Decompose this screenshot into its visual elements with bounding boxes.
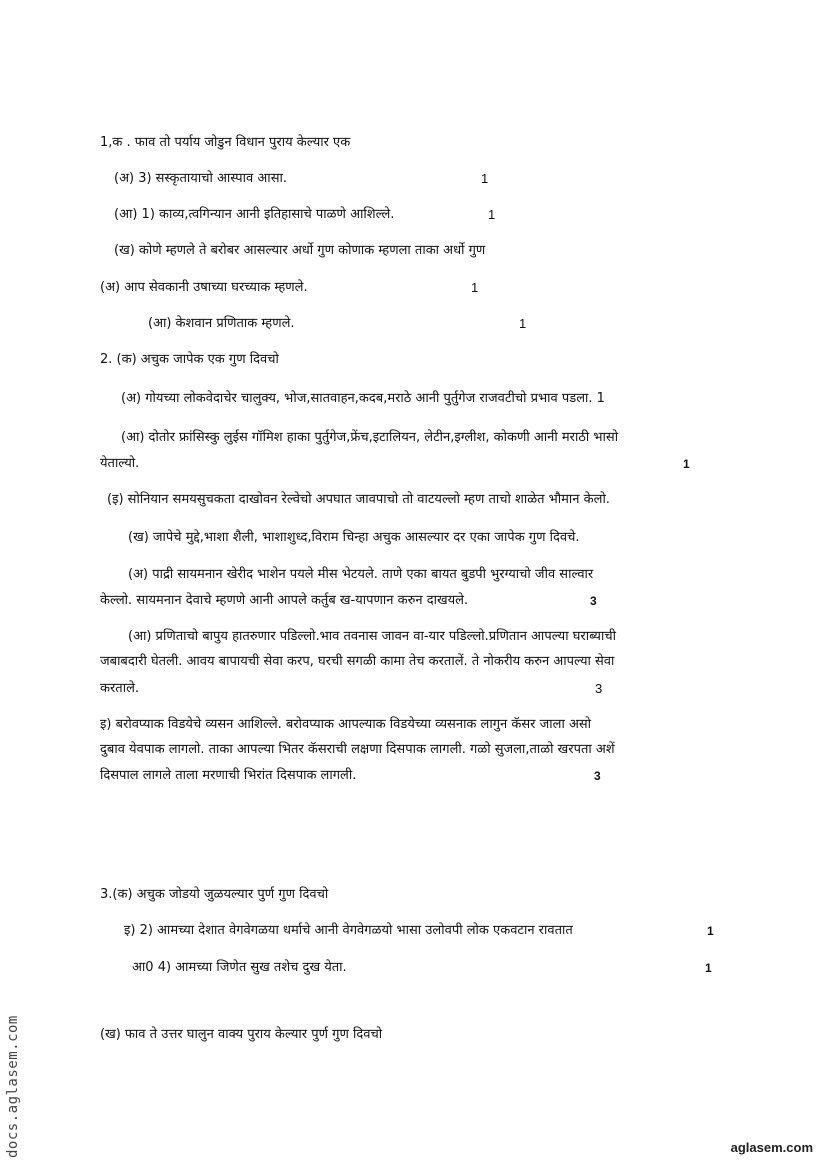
q2-heading: 2. (क) अचुक जापेक एक गुण दिवचो xyxy=(100,352,279,367)
side-watermark: docs.aglasem.com xyxy=(5,1015,21,1158)
q2-kh-i-mark: 3 xyxy=(594,769,601,783)
q1-kh-a-mark: 1 xyxy=(471,280,479,295)
q2-i-answer: (इ) सोनियान समयसुचकता दाखोवन रेल्वेचो अपघात जावपाचो तो वाटयल्लो म्हण ताचो शाळेत भौमान केलो. xyxy=(107,492,610,507)
q1-heading: 1,क . फाव तो पर्याय जोडुन विधान पुराय केल्यार एक xyxy=(100,135,351,150)
q3-i-answer: इ) 2) आमच्या देशात वेगवेगळया धर्माचे आनी वेगवेगळयो भासा उलोवपी लोक एकवटान रावतात xyxy=(124,923,573,938)
q3-aa-mark: 1 xyxy=(705,961,712,975)
q3-kh-instruction: (ख) फाव ते उत्तर घालुन वाक्य पुराय केल्यार पुर्ण गुण दिवचो xyxy=(100,1027,383,1042)
q2-aa-answer-cont: येताल्यो. xyxy=(100,456,140,471)
q1-kh-instruction: (ख) कोणे म्हणले ते बरोबर आसल्यार अर्धो गुण कोणाक म्हणला ताका अर्धो गुण xyxy=(114,243,486,258)
q3-heading: 3.(क) अचुक जोडयो जुळयल्यार पुर्ण गुण दिवचो xyxy=(100,887,329,902)
q2-kh-i-answer: इ) बरोवप्याक विडयेचे व्यसन आशिल्ले. बरोवप्याक आपल्याक विडयेच्या व्यसनाक लागुन कॅसर जाला असो xyxy=(100,717,592,732)
q2-kh-instruction: (ख) जापेचे मुद्दे,भाशा शैली, भाशाशुध्द,विराम चिन्हा अचुक आसल्यार दर एका जापेक गुण दिवचे. xyxy=(128,530,580,545)
q3-i-mark: 1 xyxy=(707,924,714,938)
q2-kh-aa-mark: 3 xyxy=(595,681,603,696)
q2-a-answer: (अ) गोयच्या लोकवेदाचेर चालुक्य, भोज,सातवाहन,कदब,मराठे आनी पुर्तुगेज राजवटीचो प्रभाव पडला. 1 xyxy=(121,391,605,406)
q2-kh-i-answer-cont1: दुबाव येवपाक लागलो. ताका आपल्या भितर कॅसराची लक्षणा दिसपाक लागली. गळो सुजला,ताळो खरपता अशें xyxy=(100,742,615,757)
q3-aa-answer: आ0 4) आमच्या जिणेत सुख तशेच दुख येता. xyxy=(132,960,347,975)
q2-kh-aa-answer: (आ) प्रणिताचो बापुय हातरुणार पडिल्लो.भाव तवनास जावन वा-यार पडिल्लो.प्रणितान आपल्या घराब्याची xyxy=(128,629,616,644)
q1-aa-mark: 1 xyxy=(488,207,496,222)
q1-aa-answer: (आ) 1) काव्य,त्वगिन्यान आनी इतिहासाचे पाळणे आशिल्ले. xyxy=(114,207,395,222)
q1-a-mark: 1 xyxy=(481,171,489,186)
q2-kh-a-answer: (अ) पाद्री सायमनान खेरीद भाशेन पयले मीस भेटयले. ताणे एका बायत बुडपी भुरग्याचो जीव साल्वार xyxy=(128,567,594,582)
q2-kh-a-answer-cont: केल्लो. सायमनान देवाचे म्हणणे आनी आपले कर्तुब ख-यापणान करुन दाखयले. xyxy=(100,593,469,608)
q1-kh-aa-answer: (आ) केशवान प्रणिताक म्हणले. xyxy=(148,316,295,331)
q2-aa-answer: (आ) दोतोर फ्रांसिस्कु लुईस गॉमिश हाका पुर्तुगेज,फ्रेंच,इटालियन, लेटीन,इग्लीश, कोकणी आनी मराठी भासो xyxy=(121,430,619,445)
q1-kh-a-answer: (अ) आप सेवकानी उषाच्या घरच्याक म्हणले. xyxy=(100,280,308,295)
q2-kh-i-answer-cont2: दिसपाल लागले ताला मरणाची भिरांत दिसपाक लागली. xyxy=(100,768,357,783)
footer-watermark: aglasem.com xyxy=(730,1140,813,1155)
q2-kh-aa-answer-cont1: जबाबदारी घेतली. आवय बापायची सेवा करप, घरची सगळी कामा तेच करतालें. ते नोकरीय करुन आपल्या सेवा xyxy=(100,654,615,669)
q2-aa-mark: 1 xyxy=(683,457,690,471)
q2-kh-aa-answer-cont2: करताले. xyxy=(100,681,140,696)
q2-kh-a-mark: 3 xyxy=(590,594,597,608)
q1-kh-aa-mark: 1 xyxy=(519,316,527,331)
q1-a-answer: (अ) 3) सस्कृतायाचो आस्पाव आसा. xyxy=(114,171,287,186)
